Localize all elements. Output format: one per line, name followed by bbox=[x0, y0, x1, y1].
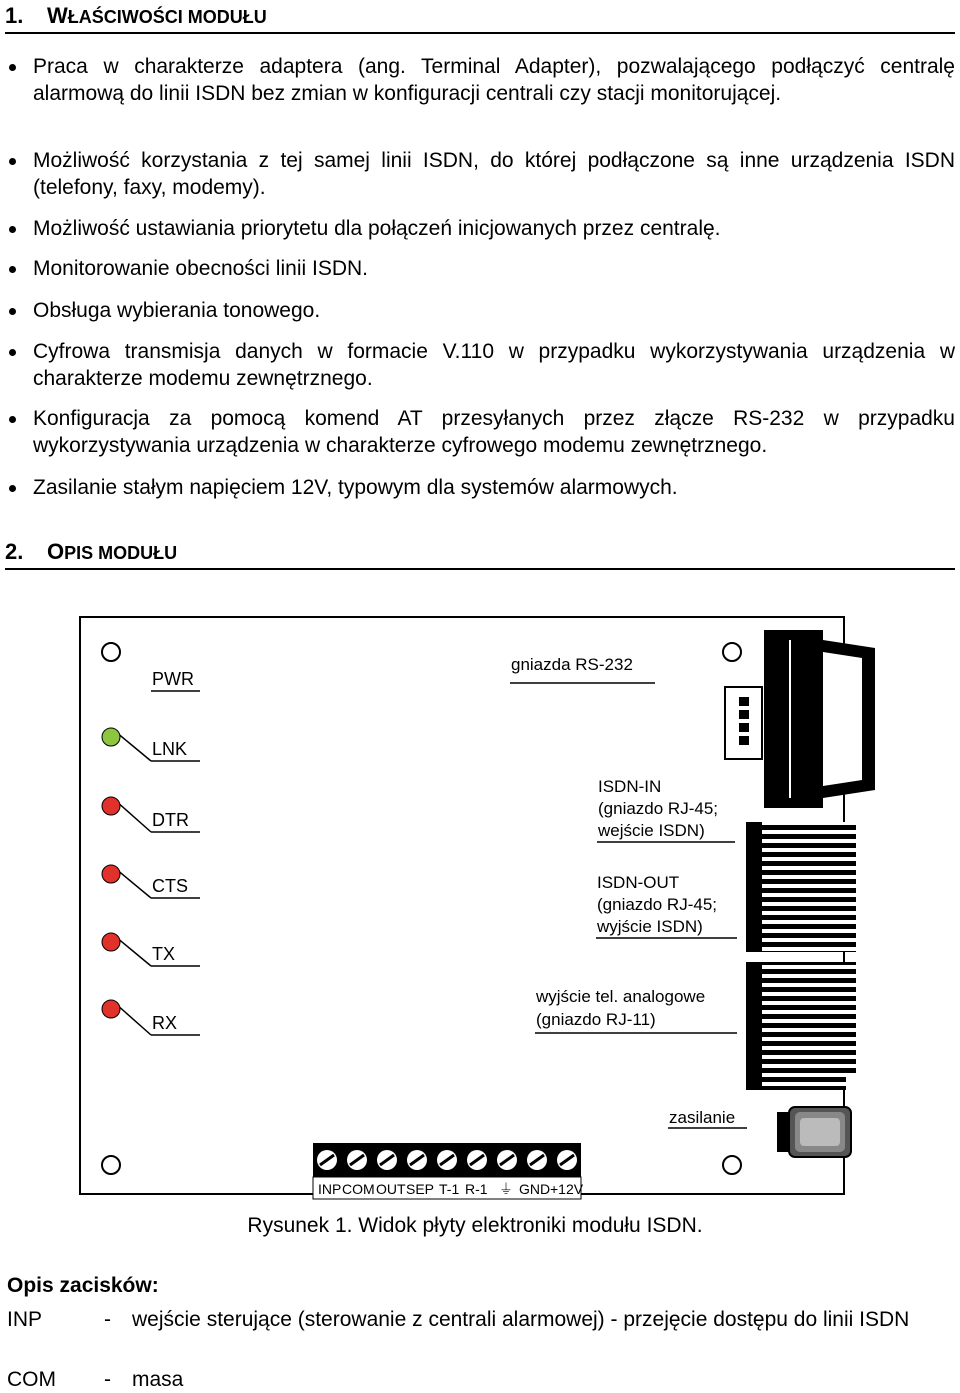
terminal-label: OUT bbox=[376, 1181, 406, 1197]
terminal-label: GND bbox=[519, 1181, 551, 1197]
terminal-code: COM bbox=[7, 1368, 56, 1391]
terminal-dash: - bbox=[104, 1368, 111, 1391]
led-dtr bbox=[102, 797, 120, 815]
terminal-label: R-1 bbox=[465, 1181, 488, 1197]
led-label-pwr: PWR bbox=[152, 669, 194, 689]
led-label-dtr: DTR bbox=[152, 810, 189, 830]
isdn-in-line-3: wejście ISDN) bbox=[598, 821, 705, 840]
terminal-code: INP bbox=[7, 1308, 43, 1331]
feature-item: Zasilanie stałym napięciem 12V, typowym dla systemów alarmowych. bbox=[33, 474, 955, 501]
mounting-hole bbox=[102, 643, 120, 661]
led-cts bbox=[102, 865, 120, 883]
terminal-label: T-1 bbox=[439, 1181, 460, 1197]
terminal-label: SEP bbox=[406, 1181, 435, 1197]
power-jack bbox=[777, 1107, 851, 1157]
section-2-title-first: O bbox=[47, 539, 65, 564]
power-label: zasilanie bbox=[669, 1108, 736, 1127]
mounting-hole bbox=[102, 1156, 120, 1174]
section-1-title-rest: ŁAŚCIWOŚCI MODUŁU bbox=[67, 7, 267, 27]
feature-item: Praca w charakterze adaptera (ang. Terminal Adapter), pozwalającego podłączyć centralę alarmową do linii ISDN bez zmian w konfiguracji centrali czy stacji monitorującej. bbox=[33, 55, 955, 105]
terminal-dash: - bbox=[104, 1308, 111, 1331]
led-lnk bbox=[102, 728, 120, 746]
led-label-lnk: LNK bbox=[152, 739, 188, 759]
figure-caption: Rysunek 1. Widok płyty elektroniki modułu ISDN. bbox=[247, 1214, 703, 1237]
terminal-label: INP bbox=[318, 1181, 342, 1197]
led-label-rx: RX bbox=[152, 1013, 178, 1033]
isdn-out-line-1: ISDN-OUT bbox=[597, 873, 680, 892]
feature-item: Możliwość ustawiania priorytetu dla połączeń inicjowanych przez centralę. bbox=[33, 215, 955, 242]
led-label-tx: TX bbox=[152, 944, 176, 964]
isdn-in-line-1: ISDN-IN bbox=[598, 777, 662, 796]
analog-line-2: (gniazdo RJ-11) bbox=[536, 1010, 656, 1029]
led-tx bbox=[102, 933, 120, 951]
isdn-in-line-2: (gniazdo RJ-45; bbox=[598, 799, 719, 818]
ground-icon: ⏚ bbox=[499, 1181, 513, 1197]
feature-item: Konfiguracja za pomocą komend AT przesyłanych przez złącze RS-232 w przypadku wykorzystywania urządzenia w charakterze cyfrowego modemu zewnętrznego. bbox=[33, 407, 955, 457]
led-label-cts: CTS bbox=[152, 876, 188, 896]
isdn-out-line-3: wyjście ISDN) bbox=[597, 917, 703, 936]
section-2-number: 2. bbox=[5, 539, 24, 564]
led-group bbox=[102, 669, 200, 1035]
terminal-label: +12V bbox=[550, 1181, 584, 1197]
terminal-desc: masa bbox=[132, 1368, 184, 1391]
section-1-title-first: W bbox=[47, 3, 68, 28]
isdn-out-line-2: (gniazdo RJ-45; bbox=[597, 895, 718, 914]
analog-line-1: wyjście tel. analogowe bbox=[536, 987, 706, 1006]
led-rx bbox=[102, 1000, 120, 1018]
feature-item: Możliwość korzystania z tej samej linii ISDN, do której podłączone są inne urządzenia ISDN (telefony, faxy, modemy). bbox=[33, 149, 955, 199]
terminals-title: Opis zacisków: bbox=[7, 1274, 159, 1297]
section-1-heading bbox=[5, 3, 955, 34]
board-diagram bbox=[0, 600, 960, 1210]
mounting-hole bbox=[723, 1156, 741, 1174]
rs232-port bbox=[725, 630, 875, 808]
feature-item: Obsługa wybierania tonowego. bbox=[33, 297, 955, 324]
section-2-title-rest: PIS MODUŁU bbox=[64, 543, 178, 563]
feature-item: Cyfrowa transmisja danych w formacie V.110 w przypadku wykorzystywania urządzenia w charakterze modemu zewnętrznego. bbox=[33, 340, 955, 390]
terminal-block bbox=[313, 1143, 584, 1199]
terminal-desc: wejście sterujące (sterowanie z centrali alarmowej) - przejęcie dostępu do linii ISDN bbox=[132, 1308, 910, 1331]
section-2-heading bbox=[5, 539, 955, 570]
terminal-label: COM bbox=[342, 1181, 375, 1197]
rs232-label: gniazda RS-232 bbox=[511, 655, 633, 674]
feature-item: Monitorowanie obecności linii ISDN. bbox=[33, 255, 955, 282]
section-1-number: 1. bbox=[5, 3, 24, 28]
isdn-in-socket bbox=[746, 822, 856, 952]
mounting-hole bbox=[723, 643, 741, 661]
